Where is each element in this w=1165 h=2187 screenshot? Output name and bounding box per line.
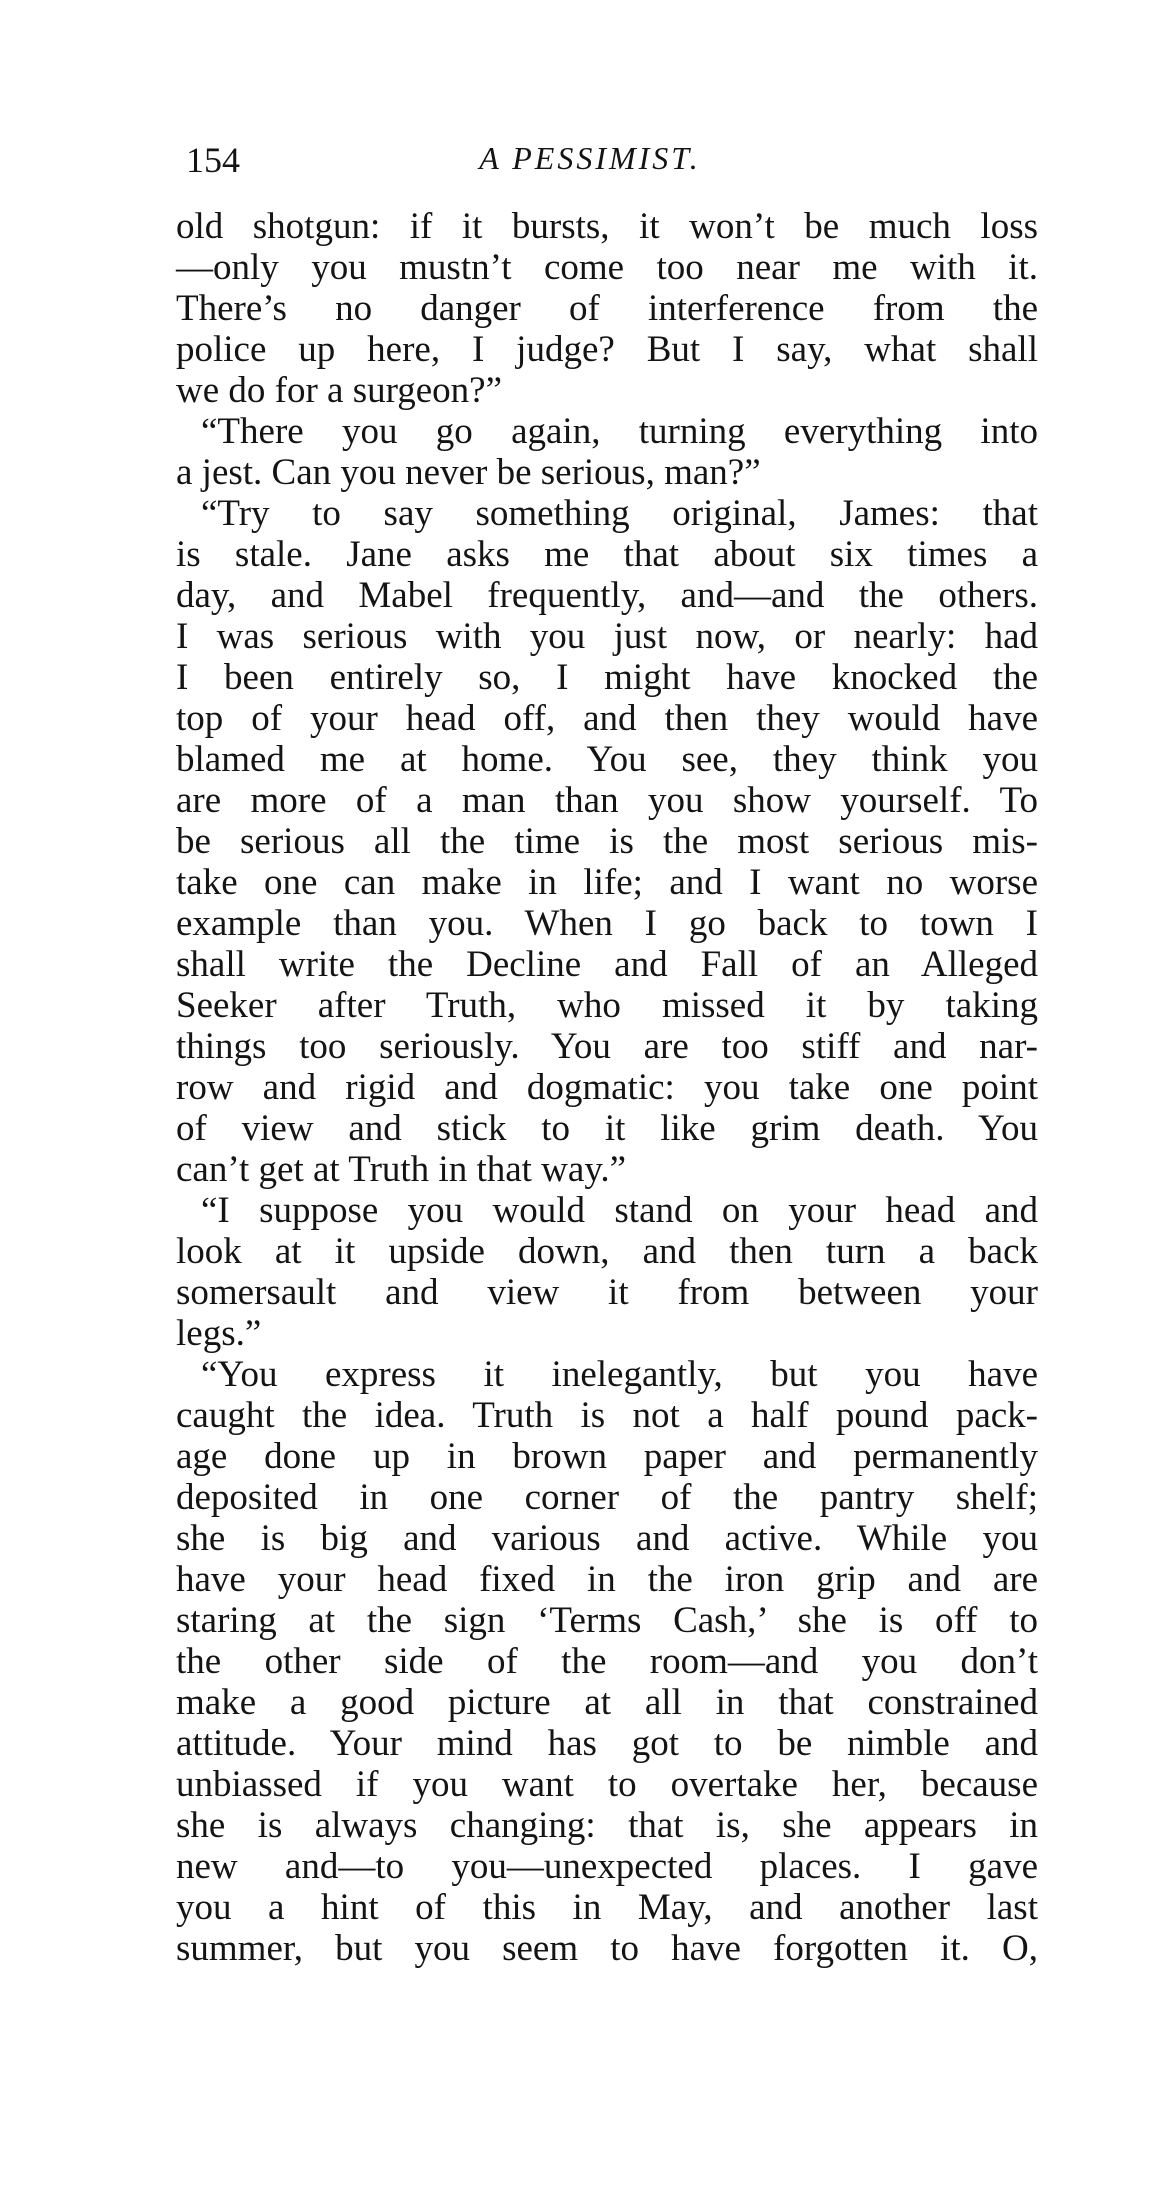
paragraph xyxy=(176,1190,1038,1354)
text-line: is stale. Jane asks me that about six times a xyxy=(176,534,1038,575)
text-line: a jest. Can you never be serious, man?” xyxy=(176,452,761,493)
text-line: you a hint of this in May, and another last xyxy=(176,1887,1038,1928)
text-line: “I suppose you would stand on your head and xyxy=(201,1190,1038,1231)
text-line: There’s no danger of interference from the xyxy=(176,288,1038,329)
text-line: Seeker after Truth, who missed it by taking xyxy=(176,985,1038,1026)
text-line: look at it upside down, and then turn a back xyxy=(176,1231,1038,1272)
text-line: “You express it inelegantly, but you have xyxy=(201,1354,1038,1395)
text-line: top of your head off, and then they would have xyxy=(176,698,1038,739)
text-line: the other side of the room—and you don’t xyxy=(176,1641,1038,1682)
text-line: have your head fixed in the iron grip and are xyxy=(176,1559,1038,1600)
text-line: shall write the Decline and Fall of an Alleged xyxy=(176,944,1038,985)
text-line: deposited in one corner of the pantry shelf; xyxy=(176,1477,1038,1518)
text-line: she is always changing: that is, she appears in xyxy=(176,1805,1038,1846)
text-line: example than you. When I go back to town I xyxy=(176,903,1038,944)
text-line: she is big and various and active. While you xyxy=(176,1518,1038,1559)
text-line: police up here, I judge? But I say, what shall xyxy=(176,329,1038,370)
text-line: summer, but you seem to have forgotten it. O, xyxy=(176,1928,1038,1969)
text-line: somersault and view it from between your xyxy=(176,1272,1038,1313)
paragraph xyxy=(176,206,1038,411)
text-line: be serious all the time is the most serious mis- xyxy=(176,821,1038,862)
text-line: take one can make in life; and I want no worse xyxy=(176,862,1038,903)
text-line: row and rigid and dogmatic: you take one point xyxy=(176,1067,1038,1108)
text-line: things too seriously. You are too stiff and nar- xyxy=(176,1026,1038,1067)
page-number: 154 xyxy=(186,140,240,180)
text-line: I been entirely so, I might have knocked the xyxy=(176,657,1038,698)
text-line: make a good picture at all in that constrained xyxy=(176,1682,1038,1723)
text-line: attitude. Your mind has got to be nimble and xyxy=(176,1723,1038,1764)
text-line: “There you go again, turning everything into xyxy=(201,411,1038,452)
body-text xyxy=(176,206,1038,1969)
text-line: blamed me at home. You see, they think you xyxy=(176,739,1038,780)
running-title: A PESSIMIST. xyxy=(479,140,701,176)
text-line: caught the idea. Truth is not a half pound pack- xyxy=(176,1395,1038,1436)
paragraph xyxy=(176,411,1038,493)
text-line: we do for a surgeon?” xyxy=(176,370,503,411)
text-line: legs.” xyxy=(176,1313,262,1354)
text-line: age done up in brown paper and permanently xyxy=(176,1436,1038,1477)
paragraph xyxy=(176,493,1038,1190)
paragraph xyxy=(176,1354,1038,1969)
text-line: staring at the sign ‘Terms Cash,’ she is off to xyxy=(176,1600,1038,1641)
text-line: “Try to say something original, James: that xyxy=(201,493,1038,534)
text-line: old shotgun: if it bursts, it won’t be much loss xyxy=(176,206,1038,247)
text-line: of view and stick to it like grim death. You xyxy=(176,1108,1038,1149)
text-line: —only you mustn’t come too near me with it. xyxy=(176,247,1038,288)
text-line: day, and Mabel frequently, and—and the others. xyxy=(176,575,1038,616)
text-line: I was serious with you just now, or nearly: had xyxy=(176,616,1038,657)
text-line: can’t get at Truth in that way.” xyxy=(176,1149,627,1190)
text-line: new and—to you—unexpected places. I gave xyxy=(176,1846,1038,1887)
text-line: unbiassed if you want to overtake her, because xyxy=(176,1764,1038,1805)
text-line: are more of a man than you show yourself. To xyxy=(176,780,1038,821)
